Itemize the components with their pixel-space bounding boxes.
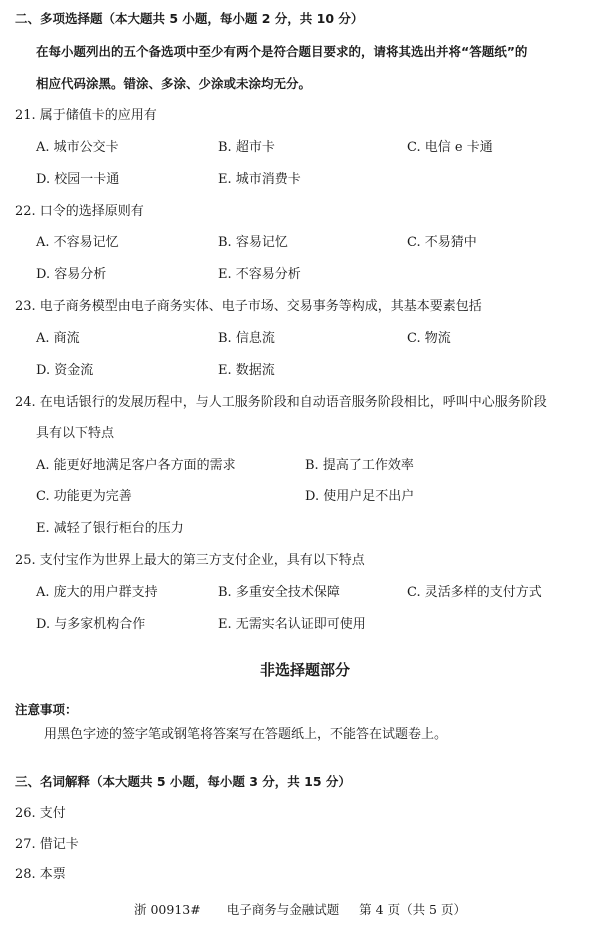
section2-instruction-line2: 相应代码涂黑。错涂、多涂、少涂或未涂均无分。 <box>36 76 312 91</box>
question-stem: 24. 在电话银行的发展历程中，与人工服务阶段和自动语音服务阶段相比，呼叫中心服务阶段 <box>15 395 547 410</box>
section3-heading: 三、名词解释（本大题共 5 小题，每小题 3 分，共 15 分） <box>15 774 351 789</box>
option: A. 城市公交卡 <box>36 140 119 155</box>
option: C. 不易猜中 <box>407 235 477 250</box>
nonchoice-title: 非选择题部分 <box>259 661 350 679</box>
option: B. 超市卡 <box>218 140 275 155</box>
option: C. 功能更为完善 <box>36 489 132 504</box>
notice-text: 用黑色字迹的签字笔或钢笔将答案写在答题纸上，不能答在试题卷上。 <box>44 727 448 742</box>
option: E. 减轻了银行柜台的压力 <box>36 521 184 536</box>
question-stem: 21. 属于储值卡的应用有 <box>15 108 157 123</box>
option: D. 校园一卡通 <box>36 172 120 187</box>
term-item: 27. 借记卡 <box>15 837 79 852</box>
section2-heading: 二、多项选择题（本大题共 5 小题，每小题 2 分，共 10 分） <box>15 11 364 26</box>
option: E. 数据流 <box>218 363 275 378</box>
option: E. 城市消费卡 <box>218 172 301 187</box>
option: D. 与多家机构合作 <box>36 617 146 632</box>
option: D. 资金流 <box>36 363 94 378</box>
option: A. 庞大的用户群支持 <box>36 585 158 600</box>
option: B. 多重安全技术保障 <box>218 585 340 600</box>
page-footer <box>134 900 466 918</box>
question-stem-continued: 具有以下特点 <box>36 426 115 441</box>
option: B. 提高了工作效率 <box>305 458 414 473</box>
term-item: 28. 本票 <box>15 867 66 882</box>
option: E. 无需实名认证即可使用 <box>218 617 366 632</box>
question-stem: 23. 电子商务模型由电子商务实体、电子市场、交易事务等构成，其基本要素包括 <box>15 299 482 314</box>
question-stem: 22. 口令的选择原则有 <box>15 204 144 219</box>
option: D. 使用户足不出户 <box>305 489 415 504</box>
term-item: 26. 支付 <box>15 806 66 821</box>
option: C. 灵活多样的支付方式 <box>407 585 542 600</box>
option: C. 电信 e 卡通 <box>407 140 493 155</box>
option: A. 不容易记忆 <box>36 235 119 250</box>
option: E. 不容易分析 <box>218 267 301 282</box>
option: D. 容易分析 <box>36 267 107 282</box>
exam-subject: 电子商务与金融试题 <box>226 902 340 917</box>
notice-label: 注意事项： <box>15 702 78 717</box>
question-stem: 25. 支付宝作为世界上最大的第三方支付企业，具有以下特点 <box>15 553 365 568</box>
option: A. 商流 <box>36 331 80 346</box>
option: C. 物流 <box>407 331 451 346</box>
option: A. 能更好地满足客户各方面的需求 <box>36 458 236 473</box>
page-number: 第 4 页（共 5 页） <box>359 902 466 917</box>
option: B. 容易记忆 <box>218 235 288 250</box>
section2-instruction-line1: 在每小题列出的五个备选项中至少有两个是符合题目要求的，请将其选出并将“答题纸”的 <box>36 44 528 59</box>
option: B. 信息流 <box>218 331 275 346</box>
exam-code: 浙 00913# <box>134 902 201 917</box>
